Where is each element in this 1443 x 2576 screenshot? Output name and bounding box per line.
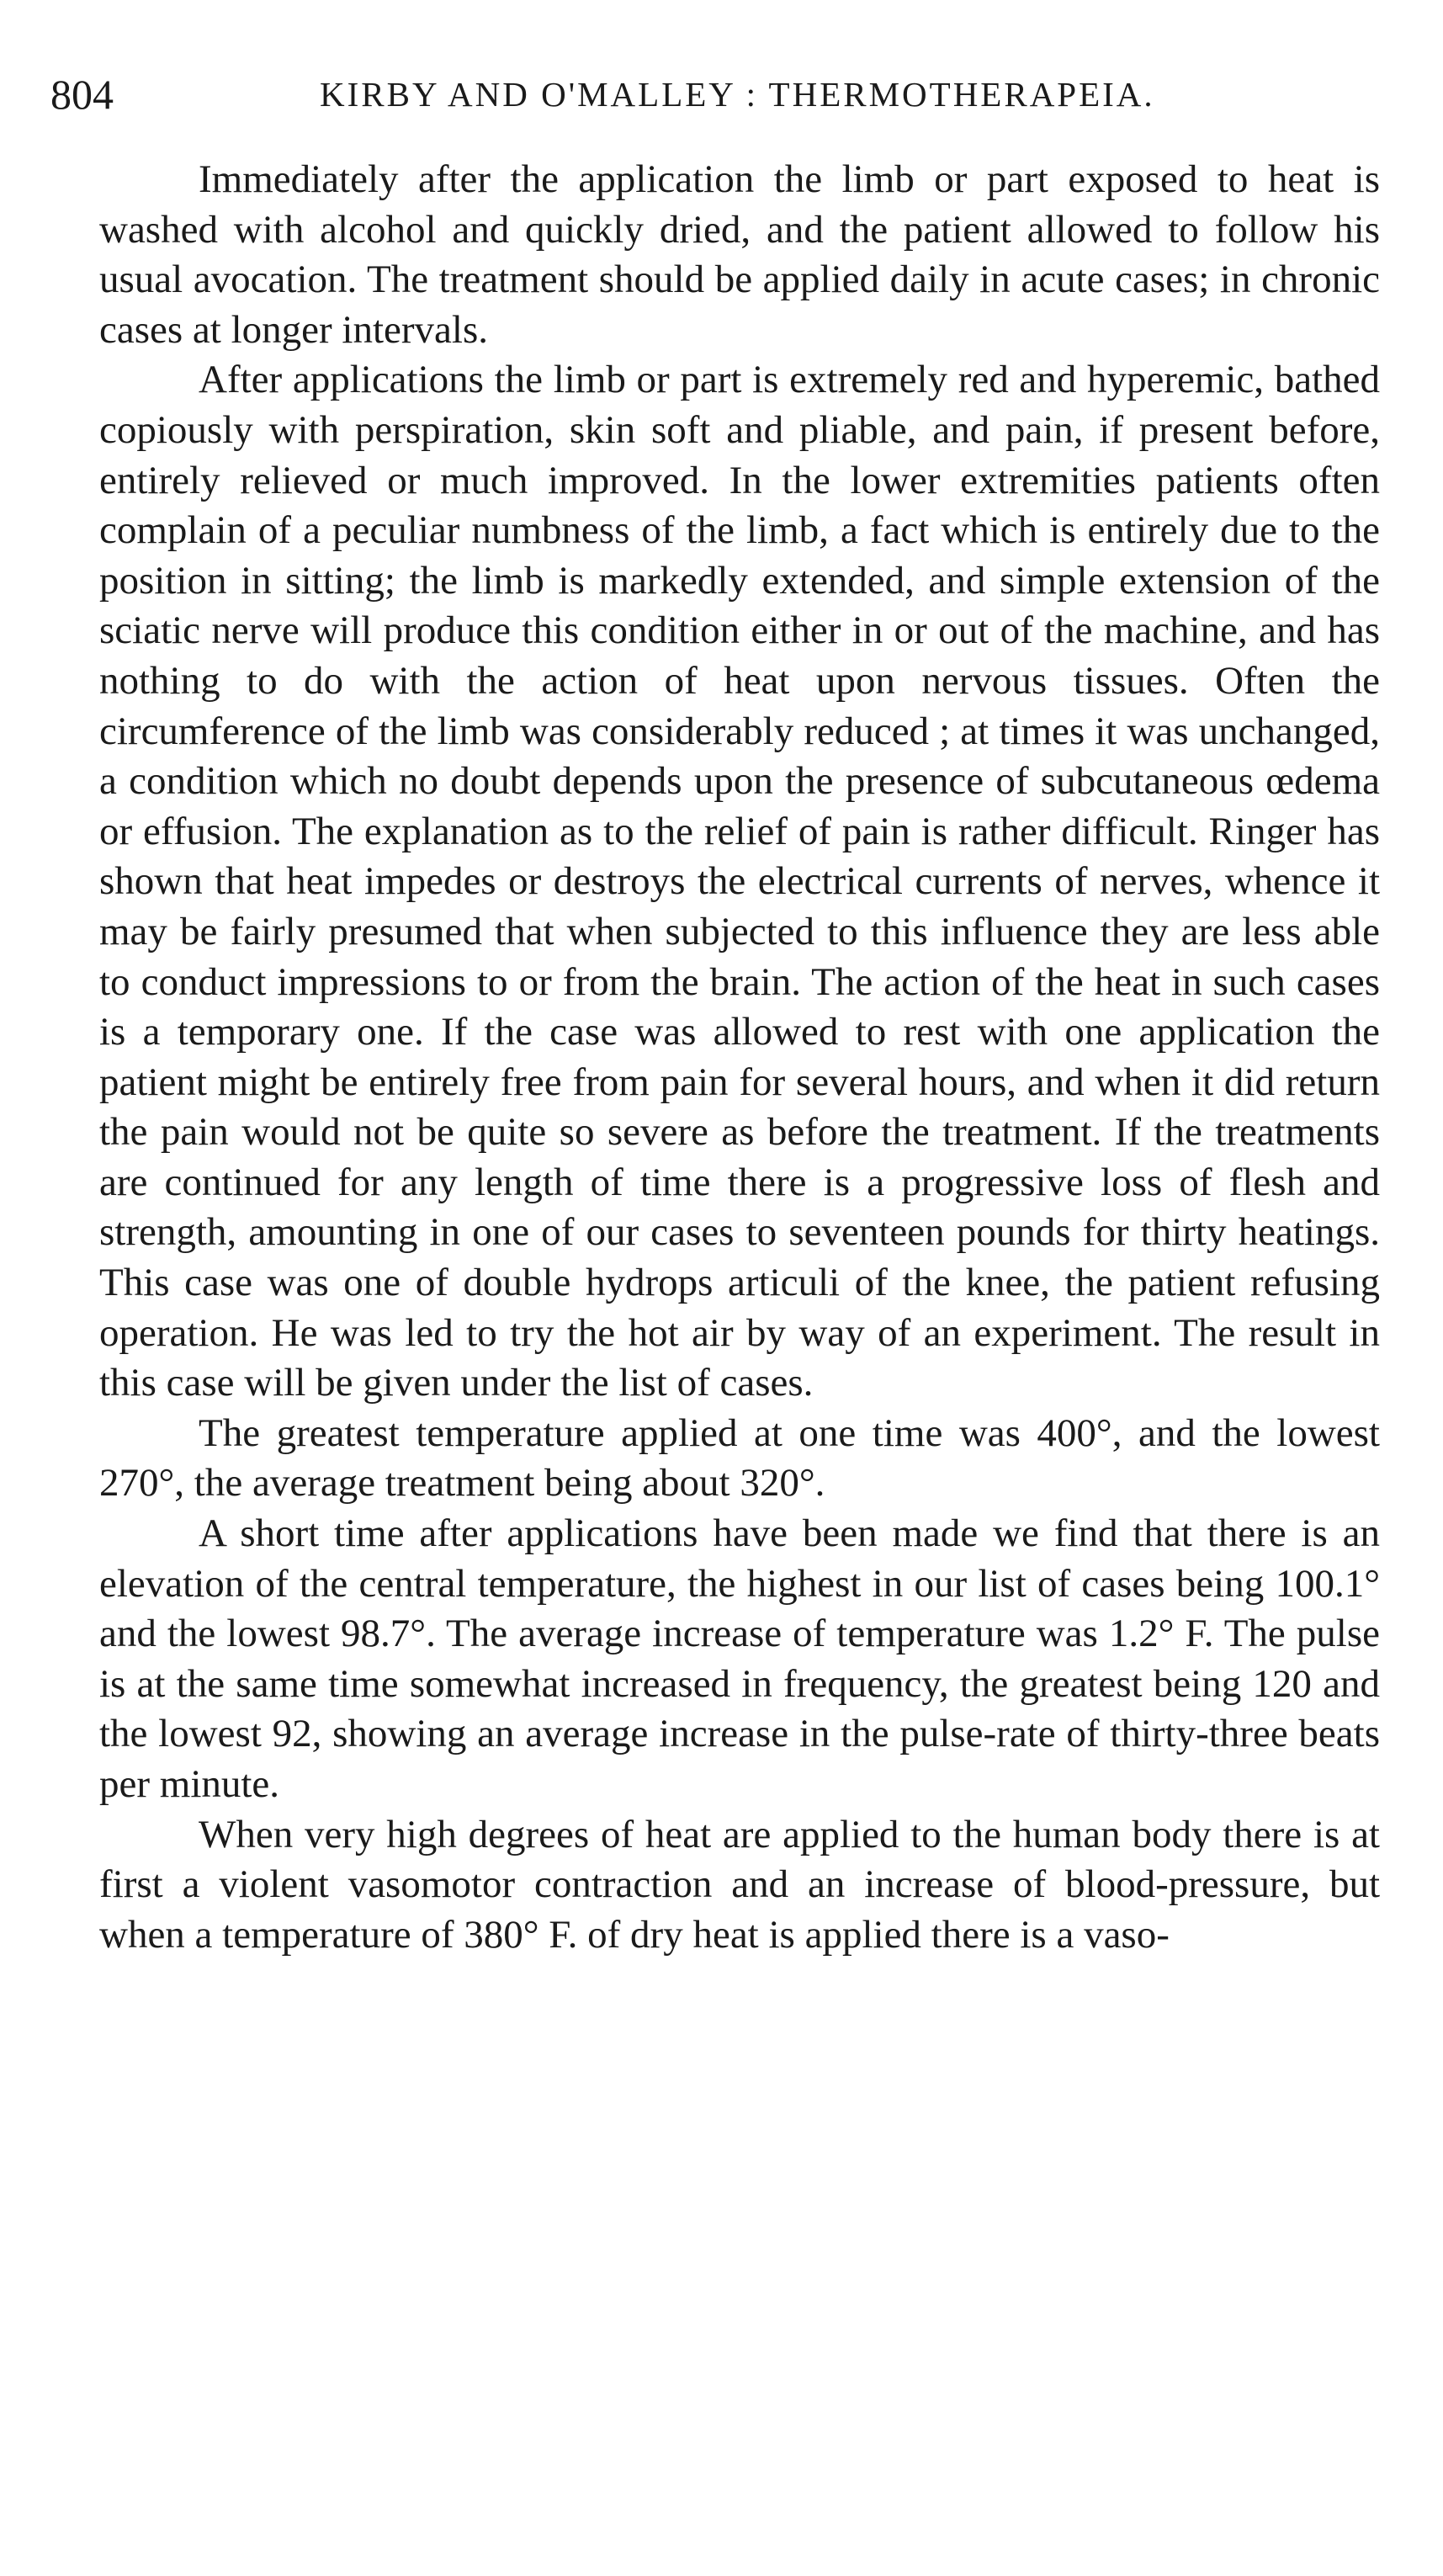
running-head-title: KIRBY AND O'MALLEY : THERMOTHERAPEIA. [320,75,1155,114]
paragraph-temperature-range: The greatest temperature applied at one time was 400°, and the lowest 270°, the average treatment being about 320°. [99,1410,1380,1506]
paragraph-central-temperature-and-pulse: A short time after applications have been made we find that there is an elevation of the central temperature, the highest in our list of cases being 100.1° and the lowest 98.7°. The average increase of temperature was 1.2° F. The pulse is at the same time somewhat increased in frequency, the greatest being 120 and the lowest 92, showing an average increase in the pulse-rate of thirty-three beats per minute. [99,1511,1380,1806]
body-text [99,155,1380,1960]
paragraph-vasomotor-response: When very high degrees of heat are applied to the human body there is at first a violent vasomotor contraction and an increase of blood-pressure, but when a temperature of 380° F. of dry heat is applied there is a vaso- [99,1812,1380,1957]
running-head [50,67,1397,121]
paragraph-effects-on-limb: After applications the limb or part is extremely red and hyperemic, bathed copiously with perspiration, skin soft and pliable, and pain, if present before, entirely relieved or much improved. In the lower extremities patients often complain of a peculiar numbness of the limb, a fact which is entirely due to the position in sitting; the limb is markedly extended, and simple extension of the sciatic nerve will produce this condition either in or out of the machine, and has nothing to do with the action of heat upon nervous tissues. Often the circumference of the limb was considerably reduced ; at times it was unchanged, a condition which no doubt depends upon the presence of subcutaneous œdema or effusion. The explanation as to the relief of pain is rather difficult. Ringer has shown that heat impedes or destroys the electrical currents of nerves, whence it may be fairly presumed that when subjected to this influence they are less able to conduct impressions to or from the brain. The action of the heat in such cases is a temporary one. If the case was allowed to rest with one application the patient might be entirely free from pain for several hours, and when it did return the pain would not be quite so severe as before the treatment. If the treatments are continued for any length of time there is a progressive loss of flesh and strength, amounting in one of our cases to seventeen pounds for thirty heatings. This case was one of double hydrops articuli of the knee, the patient refusing operation. He was led to try the hot air by way of an experiment. The result in this case will be given under the list of cases. [99,358,1380,1405]
paragraph-heat-application-aftercare: Immediately after the application the limb or part exposed to heat is washed with alcohol and quickly dried, and the patient allowed to follow his usual avocation. The treatment should be applied daily in acute cases; in chronic cases at longer intervals. [99,157,1380,352]
page-number: 804 [50,71,114,118]
